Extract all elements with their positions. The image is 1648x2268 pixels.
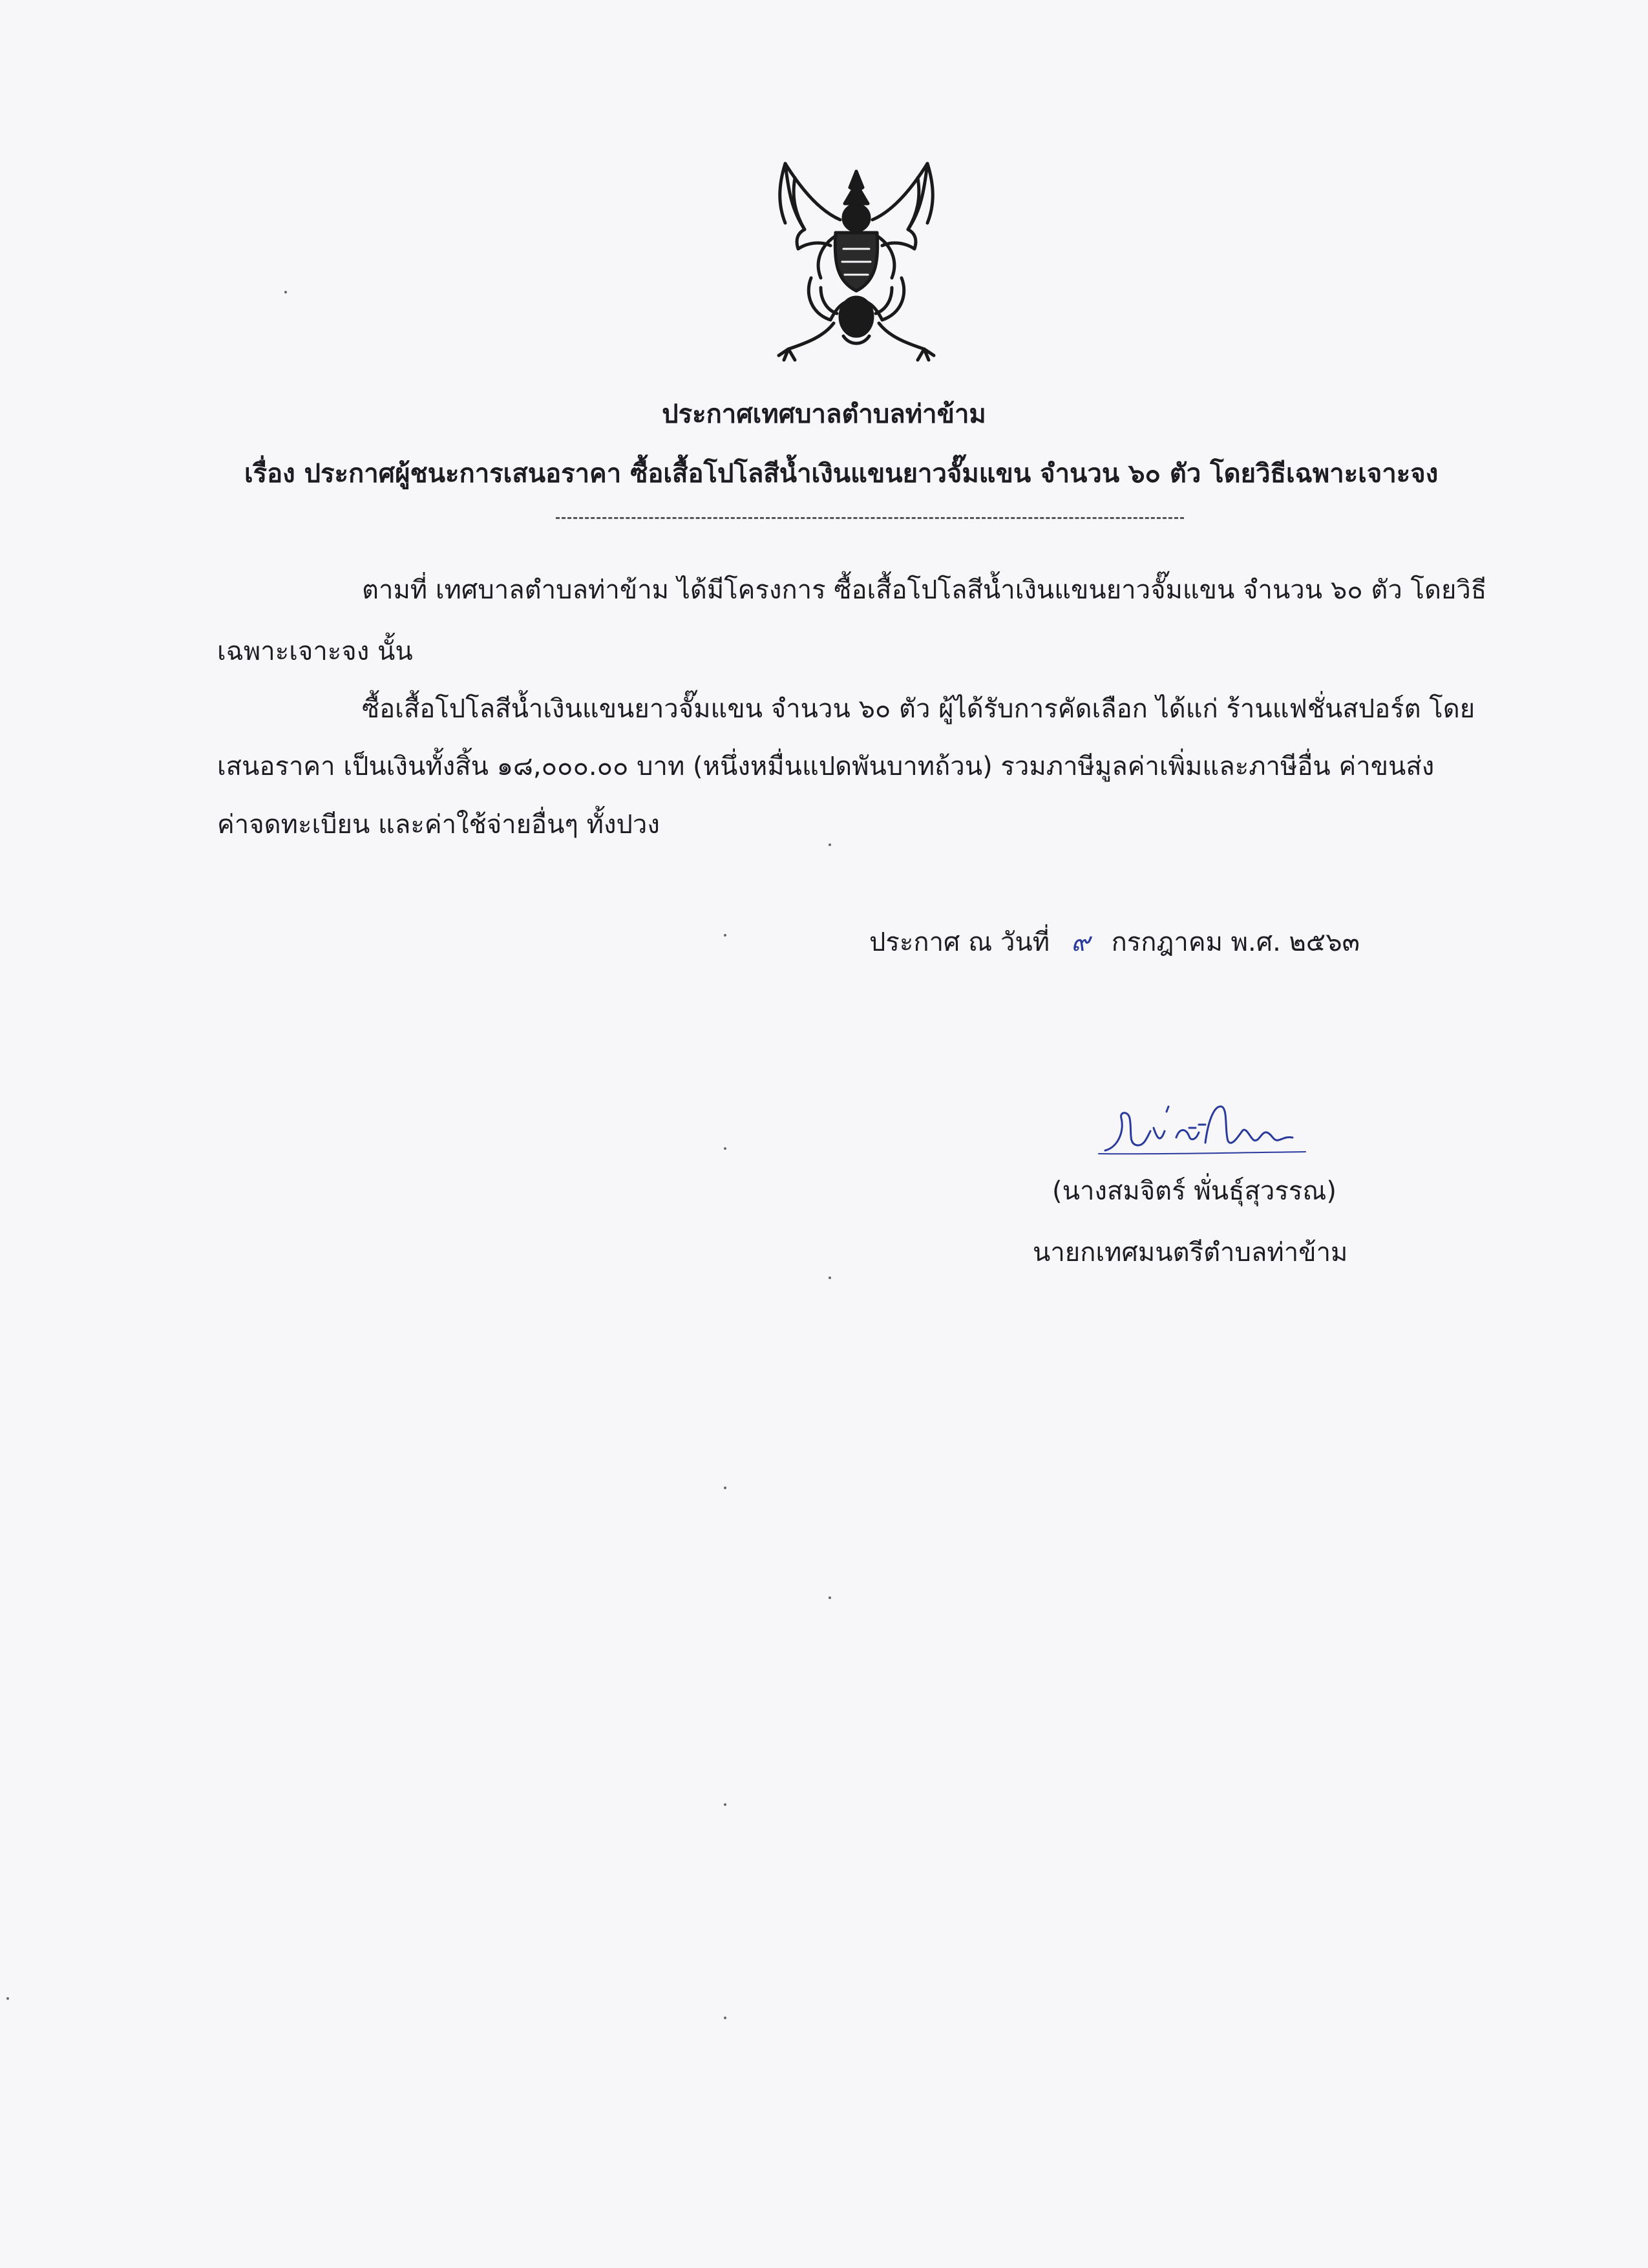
paragraph-2-line-1: ซื้อเสื้อโปโลสีน้ำเงินแขนยาวจั๊มแขน จำนวน ๖๐ ตัว ผู้ได้รับการคัดเลือก ได้แก่ ร้านแฟชั่นสปอร์ต โดย <box>362 694 1475 724</box>
page-title: ประกาศเทศบาลตำบลท่าข้าม <box>662 399 986 429</box>
scan-speck <box>724 2017 726 2019</box>
scan-speck <box>829 843 831 846</box>
date-prefix: ประกาศ ณ วันที่ <box>869 927 1050 957</box>
handwritten-signature <box>1092 1092 1312 1163</box>
date-day-handwritten: ๙ <box>1071 927 1090 957</box>
scan-speck <box>829 1277 831 1279</box>
announcement-date <box>869 921 1360 962</box>
paragraph-2-line-3: ค่าจดทะเบียน และค่าใช้จ่ายอื่นๆ ทั้งปวง <box>217 810 660 840</box>
signatory-name: (นางสมจิตร์ พั่นธุ์สุวรรณ) <box>1052 1176 1337 1206</box>
scan-speck <box>6 1997 9 2000</box>
scan-speck <box>724 934 726 937</box>
paragraph-1-line-1: ตามที่ เทศบาลตำบลท่าข้าม ได้มีโครงการ ซื้อเสื้อโปโลสีน้ำเงินแขนยาวจั๊มแขน จำนวน ๖๐ ตัว โดยวิธี <box>362 575 1487 605</box>
scan-speck <box>724 1147 726 1150</box>
paragraph-1-line-2: เฉพาะเจาะจง นั้น <box>217 637 413 666</box>
paragraph-2-line-2: เสนอราคา เป็นเงินทั้งสิ้น ๑๘,๐๐๐.๐๐ บาท (หนึ่งหมื่นแปดพันบาทถ้วน) รวมภาษีมูลค่าเพิ่มและภาษีอื่น ค่าขนส่ง <box>217 752 1435 781</box>
scan-speck <box>724 1487 726 1489</box>
scan-speck <box>284 291 287 293</box>
signatory-position: นายกเทศมนตรีตำบลท่าข้าม <box>1033 1238 1348 1267</box>
scan-speck <box>829 1596 831 1599</box>
scan-speck <box>724 1803 726 1806</box>
subject-line: เรื่อง ประกาศผู้ชนะการเสนอราคา ซื้อเสื้อโปโลสีน้ำเงินแขนยาวจั๊มแขน จำนวน ๖๐ ตัว โดยวิธีเฉพาะเจาะจง <box>244 459 1439 489</box>
date-month-year: กรกฎาคม พ.ศ. ๒๕๖๓ <box>1111 927 1360 957</box>
garuda-emblem-icon <box>759 158 953 372</box>
dashed-divider <box>556 517 1184 519</box>
